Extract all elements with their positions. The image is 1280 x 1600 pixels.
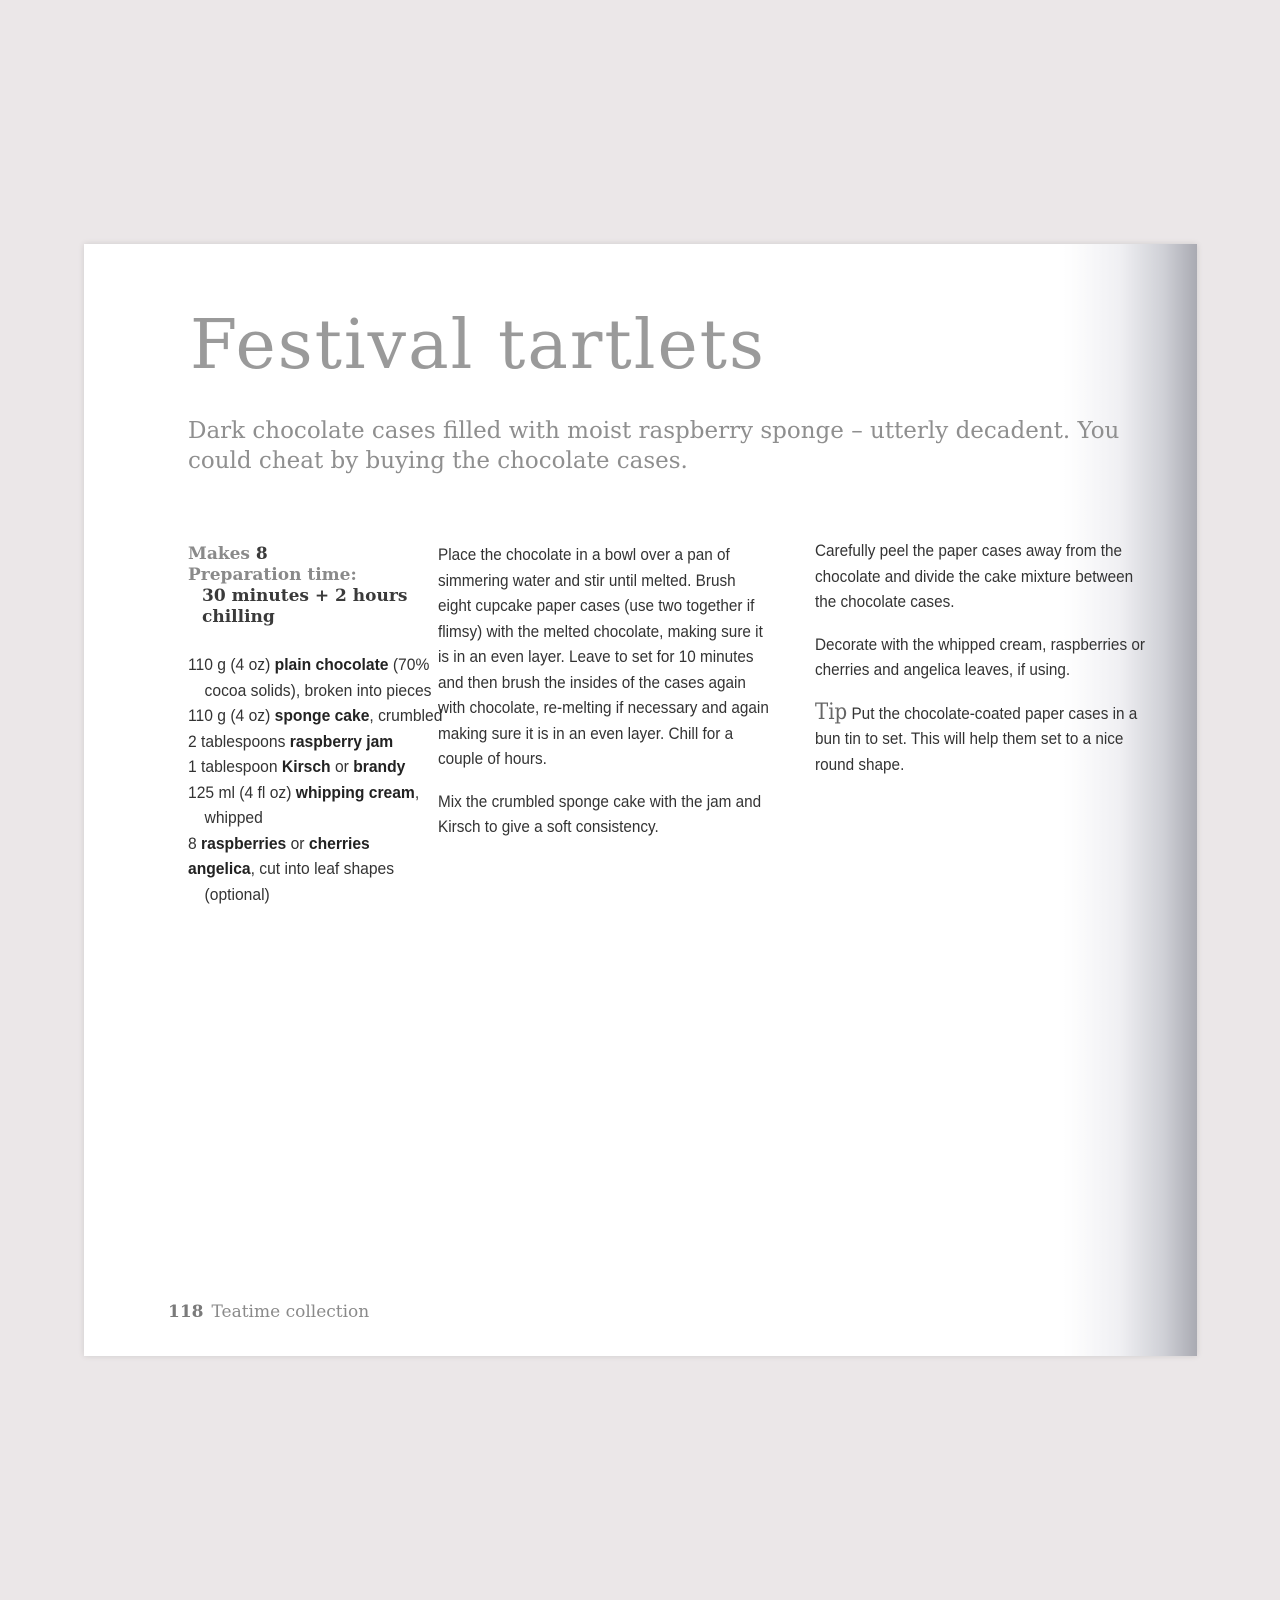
page-number: 118 xyxy=(168,1302,204,1322)
makes-label: Makes xyxy=(188,544,250,564)
recipe-intro: Dark chocolate cases filled with moist raspberry sponge – utterly decadent. You could cheat by buying the chocolate cases. xyxy=(188,418,1120,474)
recipe-title: Festival tartlets xyxy=(190,306,766,385)
ingredient-list xyxy=(188,652,443,907)
method-column-2 xyxy=(815,538,1155,794)
method-step: Mix the crumbled sponge cake with the jam and Kirsch to give a soft consistency. xyxy=(438,791,762,836)
ingredient-item: 2 tablespoons raspberry jam xyxy=(188,731,394,751)
method-column-1 xyxy=(438,542,788,857)
recipe-meta xyxy=(188,544,428,628)
ingredient-item: 110 g (4 oz) sponge cake, crumbled xyxy=(188,706,443,725)
method-step: Decorate with the whipped cream, raspberries or cherries and angelica leaves, if using. xyxy=(815,634,1145,679)
prep-time-line-1: 30 minutes + 2 hours xyxy=(202,586,408,606)
page-footer xyxy=(168,1302,369,1322)
method-step: Carefully peel the paper cases away from the chocolate and divide the cake mixture between the chocolate cases. xyxy=(815,541,1134,611)
ingredient-item: 125 ml (4 fl oz) whipping cream, whipped xyxy=(188,782,420,827)
ingredient-item: 110 g (4 oz) plain chocolate (70% cocoa solids), broken into pieces xyxy=(188,655,432,700)
method-step: Place the chocolate in a bowl over a pan of simmering water and stir until melted. Brush eight cupcake paper cases (use two together if flimsy) with the melted chocolate, making sure it is in an even layer. Leave to set for 10 minutes and then brush the insides of the cases again with chocolate, re-melting if necessary and again making sure it is in an even layer. Chill for a couple of hours. xyxy=(438,545,769,768)
ingredients-column xyxy=(188,544,443,907)
makes-value: 8 xyxy=(255,544,268,564)
ingredient-item: 8 raspberries or cherries xyxy=(188,833,370,853)
prep-time-label: Preparation time: xyxy=(188,565,357,585)
tip-text: Put the chocolate-coated paper cases in a bun tin to set. This will help them set to a nice round shape. xyxy=(815,703,1138,774)
book-page xyxy=(84,244,1197,1356)
tip-label: Tip xyxy=(815,699,848,725)
ingredient-item: 1 tablespoon Kirsch or brandy xyxy=(188,757,406,776)
ingredient-item: angelica, cut into leaf shapes (optional) xyxy=(188,859,395,904)
prep-time-line-2: chilling xyxy=(202,607,275,627)
makes-line xyxy=(188,544,428,565)
section-name: Teatime collection xyxy=(211,1302,370,1322)
tip xyxy=(815,700,1148,778)
